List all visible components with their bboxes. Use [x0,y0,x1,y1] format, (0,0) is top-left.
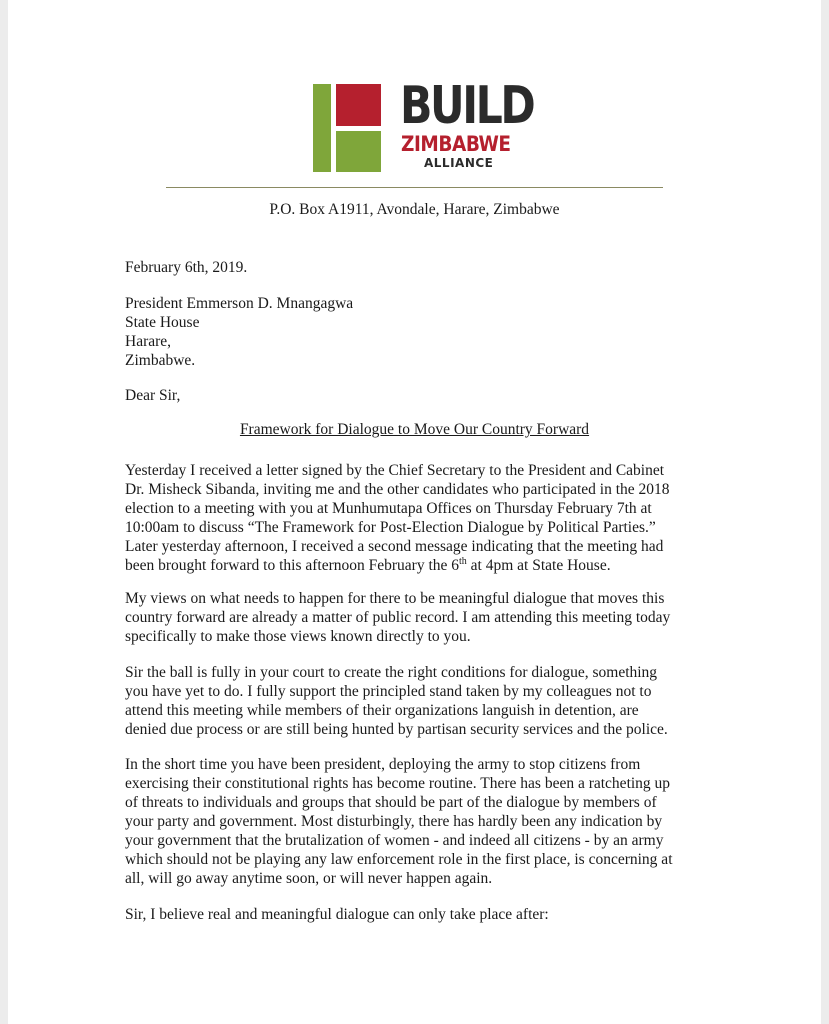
brand-zimbabwe: ZIMBABWE [401,132,511,156]
paragraph-line: denied due process or are still being hunted by partisan security services and the police. [125,721,668,738]
paragraph-4 [125,755,673,888]
paragraph-text: been brought forward to this afternoon February the 6 [125,557,460,574]
paragraph-line: Dr. Misheck Sibanda, inviting me and the other candidates who participated in the 2018 [125,481,670,498]
paragraph-line: Sir the ball is fully in your court to create the right conditions for dialogue, something [125,664,658,681]
paragraph-line: which should not be playing any law enforcement role in the first place, is concerning at [125,851,673,868]
recipient-line: State House [125,314,200,331]
letterhead-logo [313,76,534,174]
logo-mark [313,84,381,172]
paragraph-3 [125,663,668,739]
paragraph-line: of threats to individuals and groups that should be part of the dialogue by members of [125,794,657,811]
logo-green-square [336,131,381,172]
letter-subject: Framework for Dialogue to Move Our Country Forward [239,421,590,438]
letterhead-divider [166,187,663,188]
paragraph-line: Later yesterday afternoon, I received a second message indicating that the meeting had [125,538,664,555]
letter-page [8,0,821,1024]
recipient-block [125,294,353,370]
letterhead-address: P.O. Box A1911, Avondale, Harare, Zimbabwe [269,201,560,218]
paragraph-line: Yesterday I received a letter signed by the Chief Secretary to the President and Cabinet [125,462,665,479]
paragraph-line: 10:00am to discuss “The Framework for Post-Election Dialogue by Political Parties.” [125,519,656,536]
paragraph-line: your party and government. Most disturbingly, there has hardly been any indication by [125,813,663,830]
paragraph-5: Sir, I believe real and meaningful dialogue can only take place after: [125,906,549,923]
paragraph-line: My views on what needs to happen for there to be meaningful dialogue that moves this [125,590,665,607]
recipient-line: Harare, [125,333,172,350]
paragraph-line: you have yet to do. I fully support the principled stand taken by my colleagues not to [125,683,652,700]
paragraph-line: your government that the brutalization of women - and indeed all citizens - by an army [125,832,664,849]
paragraph-line: all, will go away anytime soon, or will never happen again. [125,870,493,887]
paragraph-line [125,556,670,575]
salutation: Dear Sir, [125,387,181,404]
paragraph-text: at 4pm at State House. [466,557,611,574]
logo-green-bar [313,84,331,172]
paragraph-line: election to a meeting with you at Munhumutapa Offices on Thursday February 7th at [125,500,652,517]
paragraph-2 [125,589,670,646]
logo-red-square [336,84,381,126]
paragraph-line: specifically to make those views known directly to you. [125,628,471,645]
recipient-line: Zimbabwe. [125,352,196,369]
brand-build: BUILD [400,76,534,136]
superscript-ordinal: th [459,555,467,567]
paragraph-line: exercising their constitutional rights has become routine. There has been a ratcheting up [125,775,671,792]
recipient-line: President Emmerson D. Mnangagwa [125,295,354,312]
paragraph-line: In the short time you have been president, deploying the army to stop citizens from [125,756,641,773]
paragraph-line: attend this meeting while members of their organizations languish in detention, are [125,702,639,719]
paragraph-line: country forward are already a matter of public record. I am attending this meeting today [125,609,671,626]
letter-date: February 6th, 2019. [125,259,248,276]
paragraph-1 [125,461,670,575]
brand-alliance: ALLIANCE [424,156,494,170]
